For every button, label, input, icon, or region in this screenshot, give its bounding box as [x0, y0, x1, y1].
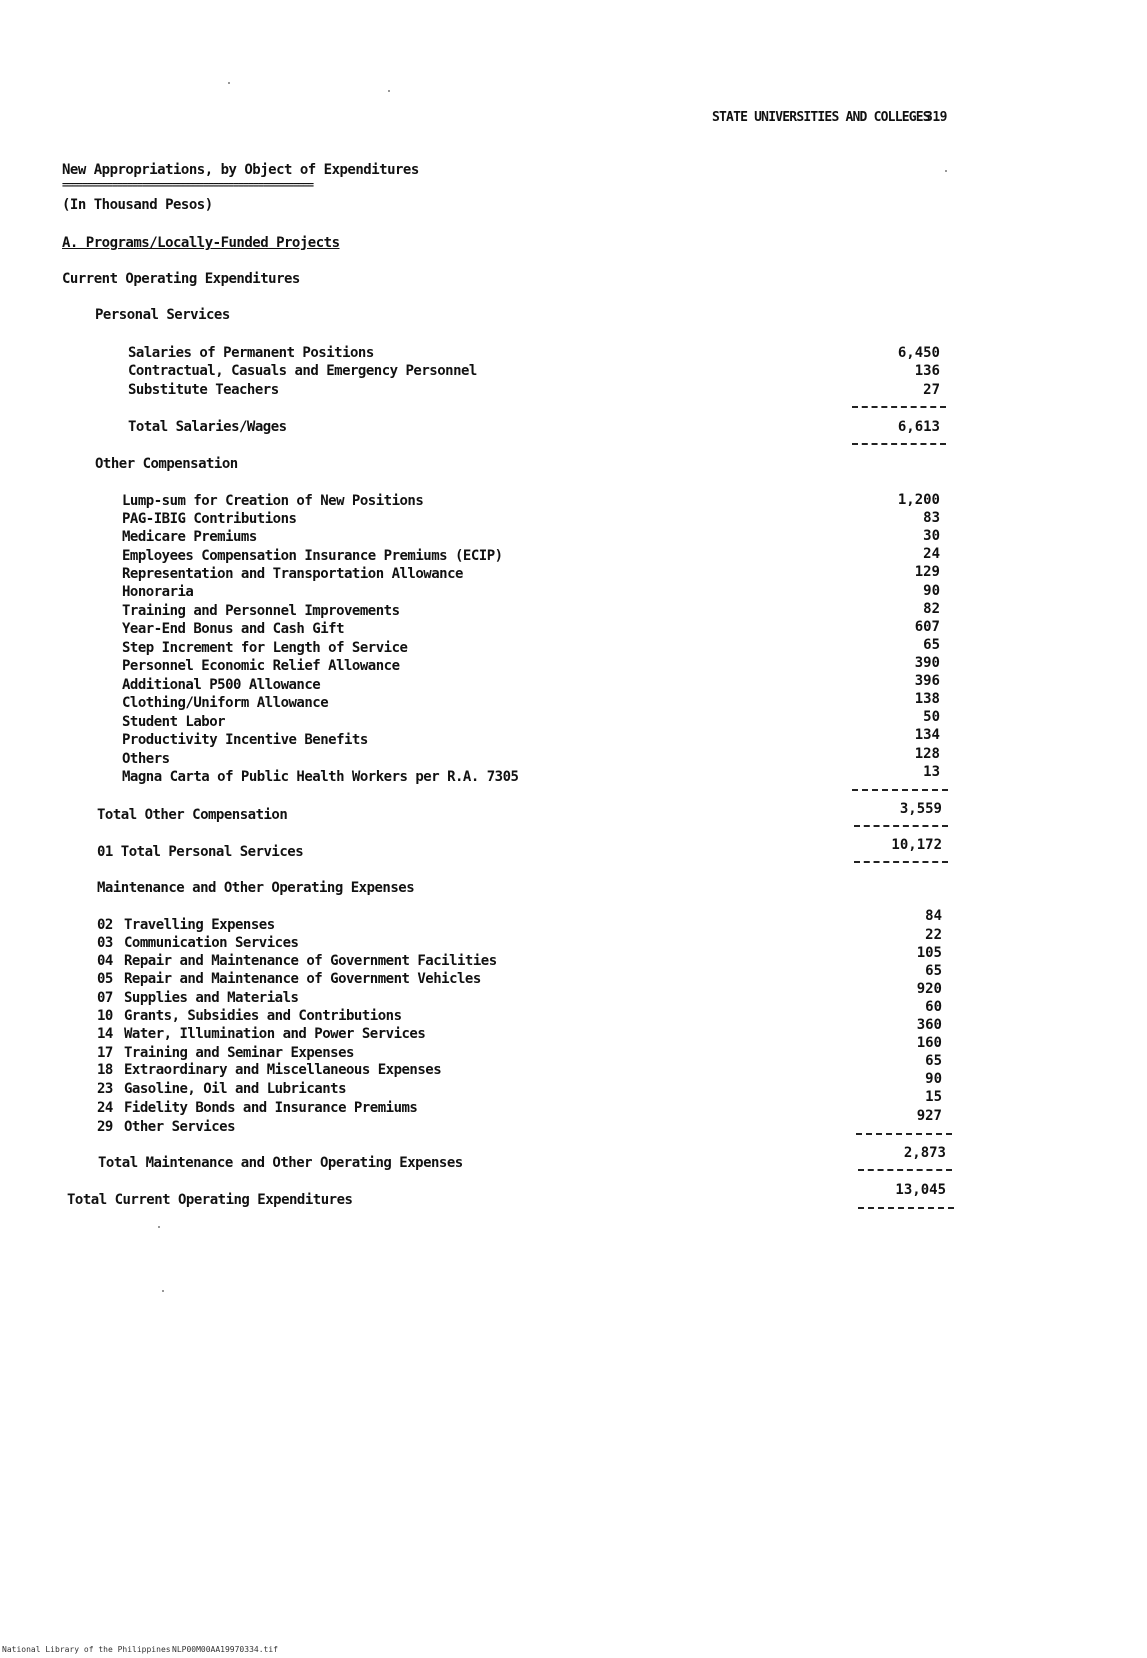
- line-item-value: 607: [914, 619, 940, 635]
- mooe-code: 05: [97, 971, 113, 987]
- line-item-label: Year-End Bonus and Cash Gift: [122, 621, 345, 637]
- line-item-label: Repair and Maintenance of Government Facilities: [124, 953, 497, 969]
- line-item-value: 1,200: [897, 492, 940, 508]
- line-item-value: 84: [925, 908, 942, 924]
- scan-speck: [388, 90, 390, 92]
- grand-total-value: 13,045: [895, 1182, 946, 1198]
- line-item-label: Others: [122, 751, 170, 767]
- line-item-value: 138: [914, 691, 940, 707]
- personal-services-heading: Personal Services: [95, 307, 230, 323]
- units-note: (In Thousand Pesos): [62, 197, 213, 213]
- mooe-code: 23: [97, 1081, 113, 1097]
- line-item-value: 13: [923, 764, 940, 780]
- line-item-value: 134: [914, 727, 940, 743]
- subtotal-value: 3,559: [899, 801, 942, 817]
- line-item-value: 129: [914, 564, 940, 580]
- line-item-label: Travelling Expenses: [124, 917, 275, 933]
- line-item-label: Repair and Maintenance of Government Vehicles: [124, 971, 481, 987]
- line-item-label: Additional P500 Allowance: [122, 677, 321, 693]
- subtotal-value: 6,613: [897, 419, 940, 435]
- mooe-code: 03: [97, 935, 113, 951]
- page-number: 319: [925, 110, 947, 125]
- line-item-value: 22: [925, 927, 942, 943]
- scan-speck: [228, 82, 230, 84]
- line-item-value: 30: [923, 528, 940, 544]
- subtotal-label: Total Maintenance and Other Operating Expenses: [98, 1155, 463, 1171]
- mooe-code: 29: [97, 1119, 113, 1135]
- line-item-label: Student Labor: [122, 714, 226, 730]
- line-item-label: Lump-sum for Creation of New Positions: [122, 493, 424, 509]
- line-item-value: 24: [923, 546, 940, 562]
- line-item-label: Training and Seminar Expenses: [124, 1045, 354, 1061]
- line-item-label: Training and Personnel Improvements: [122, 603, 400, 619]
- subtotal-rule: [852, 406, 946, 408]
- line-item-value: 927: [916, 1108, 942, 1124]
- line-item-label: Gasoline, Oil and Lubricants: [124, 1081, 347, 1097]
- mooe-code: 18: [97, 1062, 113, 1078]
- line-item-value: 90: [925, 1071, 942, 1087]
- line-item-value: 128: [914, 746, 940, 762]
- line-item-value: 50: [923, 709, 940, 725]
- subtotal-rule: [856, 1133, 952, 1135]
- subtotal-rule: [854, 825, 948, 827]
- line-item-label: Step Increment for Length of Service: [122, 640, 408, 656]
- scan-footer-library: National Library of the Philippines: [2, 1645, 171, 1654]
- line-item-value: 65: [923, 637, 940, 653]
- scan-speck: [945, 170, 947, 172]
- mooe-code: 24: [97, 1100, 113, 1116]
- line-item-label: Clothing/Uniform Allowance: [122, 695, 329, 711]
- subtotal-rule: [852, 443, 946, 445]
- line-item-label: Employees Compensation Insurance Premiums (ECIP): [122, 548, 503, 564]
- line-item-label: Productivity Incentive Benefits: [122, 732, 368, 748]
- subtotal-rule: [852, 789, 948, 791]
- line-item-label: Magna Carta of Public Health Workers per R.A. 7305: [122, 769, 519, 785]
- mooe-code: 14: [97, 1026, 113, 1042]
- subtotal-rule: [854, 861, 948, 863]
- subtotal-rule: [858, 1207, 954, 1209]
- mooe-code: 10: [97, 1008, 113, 1024]
- line-item-value: 83: [923, 510, 940, 526]
- line-item-value: 60: [925, 999, 942, 1015]
- mooe-heading: Maintenance and Other Operating Expenses: [97, 880, 415, 896]
- mooe-code: 07: [97, 990, 113, 1006]
- scan-footer-file: NLP00M00AA19970334.tif: [172, 1645, 278, 1654]
- line-item-label: Salaries of Permanent Positions: [128, 345, 374, 361]
- running-header: STATE UNIVERSITIES AND COLLEGES: [712, 110, 930, 125]
- line-item-value: 105: [916, 945, 942, 961]
- line-item-label: Communication Services: [124, 935, 299, 951]
- subtotal-value: 2,873: [903, 1145, 946, 1161]
- line-item-label: Water, Illumination and Power Services: [124, 1026, 426, 1042]
- line-item-label: Honoraria: [122, 584, 194, 600]
- line-item-value: 90: [923, 583, 940, 599]
- scan-speck: [162, 1290, 164, 1292]
- line-item-value: 65: [925, 1053, 942, 1069]
- line-item-value: 160: [916, 1035, 942, 1051]
- line-item-value: 6,450: [897, 345, 940, 361]
- line-item-value: 27: [923, 382, 940, 398]
- line-item-label: Medicare Premiums: [122, 529, 257, 545]
- mooe-code: 17: [97, 1045, 113, 1061]
- line-item-value: 920: [916, 981, 942, 997]
- line-item-label: Substitute Teachers: [128, 382, 279, 398]
- line-item-value: 360: [916, 1017, 942, 1033]
- subtotal-label: Total Other Compensation: [97, 807, 288, 823]
- line-item-value: 390: [914, 655, 940, 671]
- line-item-label: Supplies and Materials: [124, 990, 299, 1006]
- line-item-label: Personnel Economic Relief Allowance: [122, 658, 400, 674]
- page-title: New Appropriations, by Object of Expenditures: [62, 162, 419, 178]
- line-item-value: 15: [925, 1089, 942, 1105]
- other-compensation-heading: Other Compensation: [95, 456, 238, 472]
- line-item-label: PAG-IBIG Contributions: [122, 511, 297, 527]
- line-item-label: Representation and Transportation Allowance: [122, 566, 463, 582]
- title-underline: ==================================================: [62, 180, 314, 191]
- mooe-code: 02: [97, 917, 113, 933]
- current-operating-heading: Current Operating Expenditures: [62, 271, 300, 287]
- scan-speck: [158, 1226, 160, 1228]
- subtotal-rule: [858, 1169, 952, 1171]
- section-a-heading: A. Programs/Locally-Funded Projects: [62, 235, 340, 251]
- line-item-value: 396: [914, 673, 940, 689]
- mooe-code: 04: [97, 953, 113, 969]
- line-item-label: Fidelity Bonds and Insurance Premiums: [124, 1100, 418, 1116]
- line-item-value: 82: [923, 601, 940, 617]
- total-personal-services-value: 10,172: [891, 837, 942, 853]
- subtotal-label: Total Salaries/Wages: [128, 419, 287, 435]
- line-item-label: Other Services: [124, 1119, 236, 1135]
- line-item-label: Grants, Subsidies and Contributions: [124, 1008, 402, 1024]
- line-item-label: Extraordinary and Miscellaneous Expenses: [124, 1062, 442, 1078]
- line-item-value: 136: [914, 363, 940, 379]
- total-personal-services-label: 01 Total Personal Services: [97, 844, 304, 860]
- line-item-label: Contractual, Casuals and Emergency Personnel: [128, 363, 477, 379]
- grand-total-label: Total Current Operating Expenditures: [67, 1192, 353, 1208]
- line-item-value: 65: [925, 963, 942, 979]
